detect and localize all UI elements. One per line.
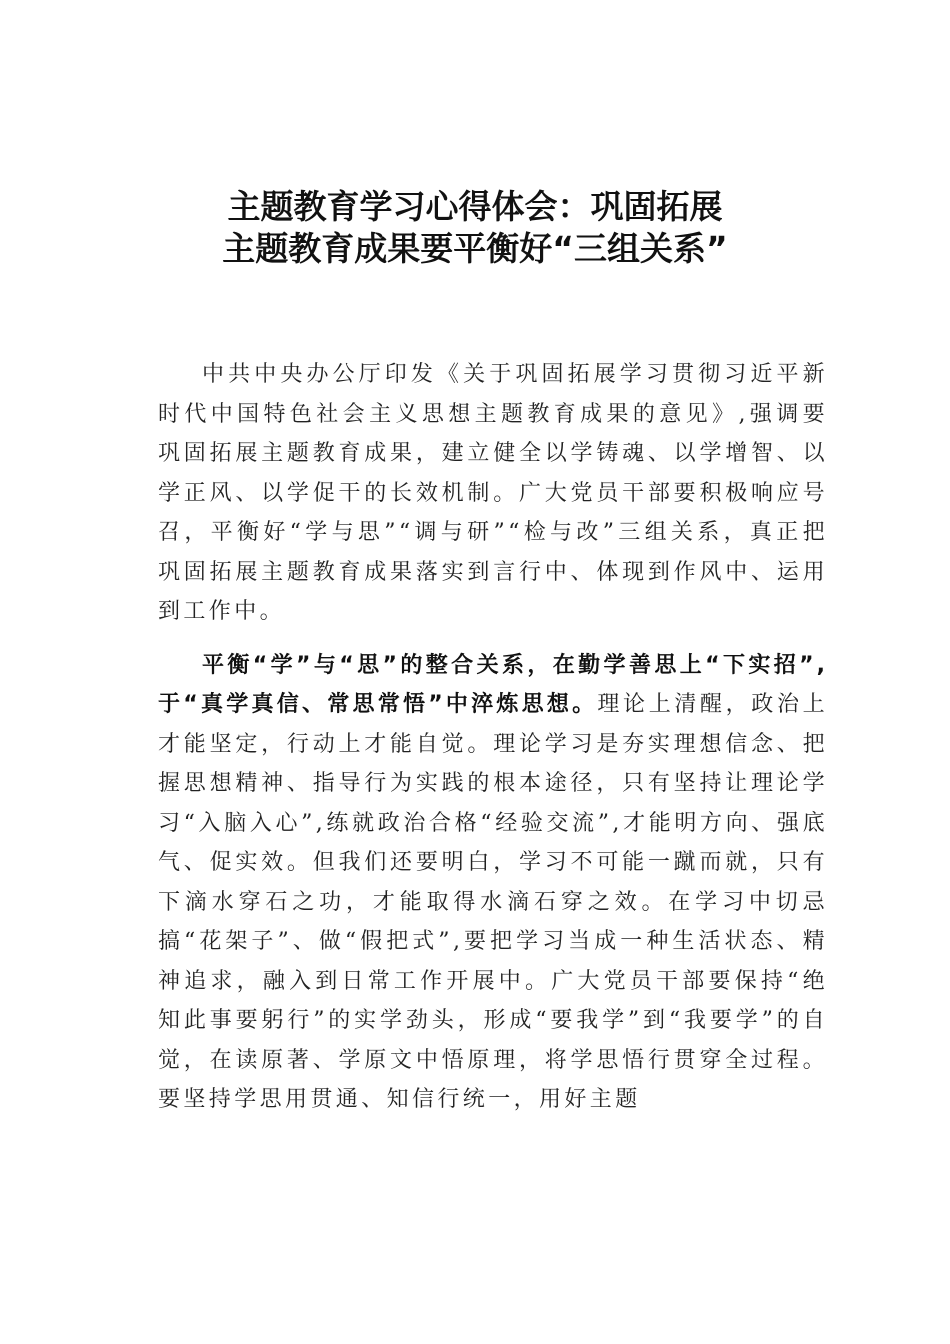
document-title <box>0 186 950 270</box>
paragraph-2-text: 理论上清醒，政治上才能坚定，行动上才能自觉。理论学习是夯实理想信念、把握思想精神、指导行为实践的根本途径，只有坚持让理论学习“入脑入心”,练就政治合格“经验交流”,才能明方向、强底气、促实效。但我们还要明白，学习不可能一蹴而就，只有下滴水穿石之功，才能取得水滴石穿之效。在学习中切忌搞“花架子”、做“假把式”,要把学习当成一种生活状态、精神追求，融入到日常工作开展中。广大党员干部要保持“绝知此事要躬行”的实学劲头，形成“要我学”到“我要学”的自觉，在读原著、学原文中悟原理，将学思悟行贯穿全过程。要坚持学思用贯通、知信行统一，用好主题 <box>158 692 828 1112</box>
title-line-2: 主题教育成果要平衡好“三组关系” <box>222 229 728 268</box>
paragraph-2 <box>158 646 828 1120</box>
paragraph-2-lead: 平衡“学”与“思”的整合关系，在勤学善思上“下实招”,于“真学真信、常思常悟”中淬炼思想。 <box>158 652 828 717</box>
paragraph-1 <box>158 355 828 632</box>
document-body <box>158 355 828 1130</box>
title-line-1: 主题教育学习心得体会：巩固拓展 <box>227 187 723 226</box>
paragraph-1-text: 中共中央办公厅印发《关于巩固拓展学习贯彻习近平新时代中国特色社会主义思想主题教育成果的意见》,强调要巩固拓展主题教育成果，建立健全以学铸魂、以学增智、以学正风、以学促干的长效机制。广大党员干部要积极响应号召，平衡好“学与思”“调与研”“检与改”三组关系，真正把巩固拓展主题教育成果落实到言行中、体现到作风中、运用到工作中。 <box>158 362 828 624</box>
